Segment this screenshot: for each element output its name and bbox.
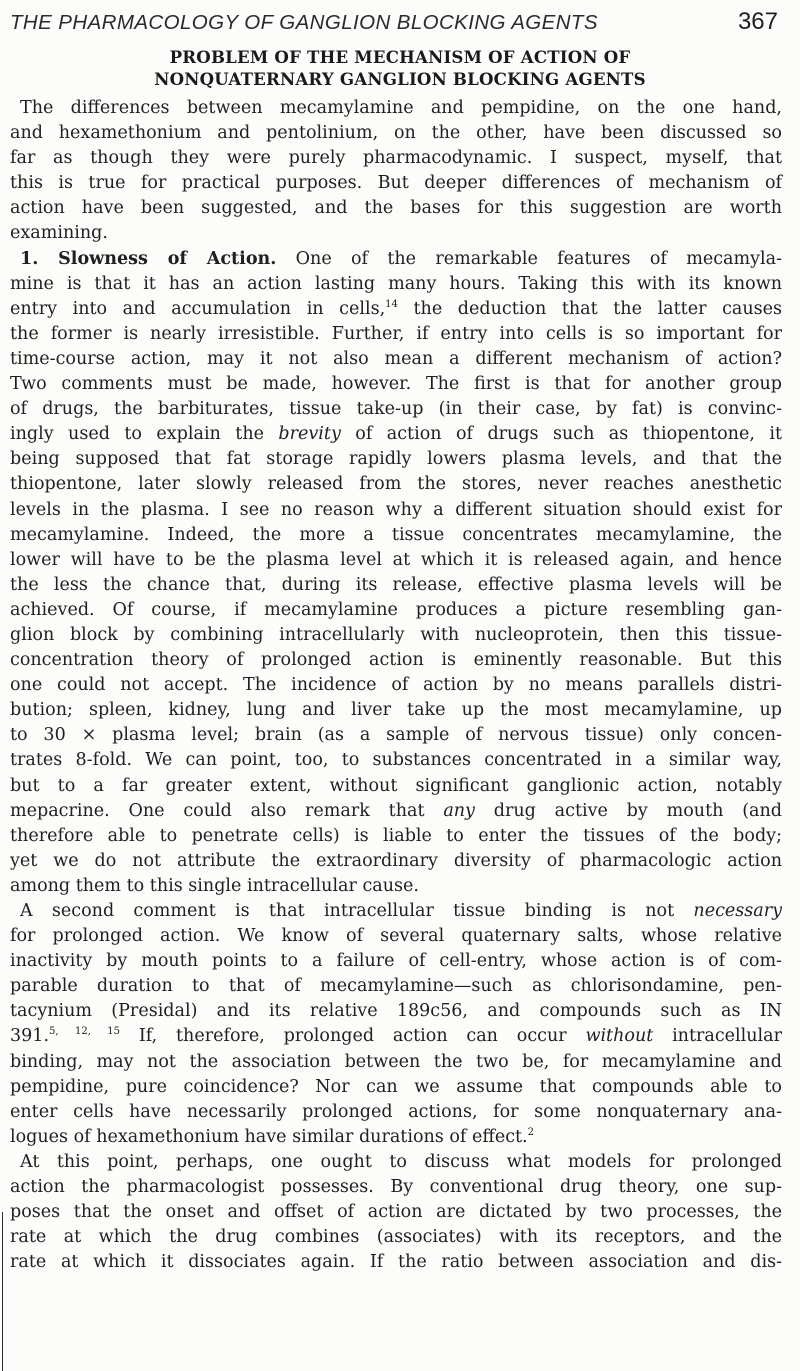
text-line: thiopentone, later slowly released from the stores, never reaches anesthetic (10, 474, 782, 495)
section-heading-line-1: PROBLEM OF THE MECHANISM OF ACTION OF (169, 47, 631, 67)
text-line: far as though they were purely pharmacodynamic. I suspect, myself, that (10, 148, 782, 169)
emphasis: necessary (693, 901, 782, 921)
text-line: glion block by combining intracellularly with nucleoprotein, then this tissue- (10, 624, 782, 645)
text-line: the less the chance that, during its release, effective plasma levels will be (10, 574, 782, 595)
text-line: logues of hexamethonium have similar durations of effect.$^2$ (10, 1126, 535, 1147)
text-line: being supposed that fat storage rapidly lowers plasma levels, and that the (10, 449, 782, 470)
text-line: bution; spleen, kidney, lung and liver take up the most mecamylamine, up (10, 700, 782, 721)
text-line: mine is that it has an action lasting many hours. Taking this with its known (10, 273, 782, 294)
text-line: parable duration to that of mecamylamine—such as chlorisondamine, pen- (10, 976, 782, 997)
text-line: one could not accept. The incidence of action by no means parallels distri- (10, 675, 782, 696)
emphasis: brevity (278, 424, 341, 445)
text-line: lower will have to be the plasma level at which it is released again, and hence (10, 549, 782, 570)
citation-superscript: 2 (527, 1126, 535, 1138)
text-line: 391.$^{5, 12, 15}$ If, therefore, prolonged action can occur without intracellular (10, 1026, 782, 1047)
text-line: The differences between mecamylamine and pempidine, on the one hand, (20, 98, 782, 118)
emphasis: without (585, 1026, 654, 1047)
text-line: concentration theory of prolonged action is eminently reasonable. But this (10, 650, 782, 671)
text-line: this is true for practical purposes. But deeper differences of mechanism of (10, 173, 782, 194)
text-line: At this point, perhaps, one ought to discuss what models for prolonged (20, 1151, 782, 1172)
body-text (10, 96, 782, 1275)
text-line: levels in the plasma. I see no reason why a different situation should exist for (10, 499, 782, 520)
section-heading-line-2: NONQUATERNARY GANGLION BLOCKING AGENTS (154, 69, 646, 89)
text-line: rate at which it dissociates again. If the ratio between association and dis- (10, 1252, 782, 1273)
text-line: Two comments must be made, however. The first is that for another group (10, 374, 782, 395)
text-line: yet we do not attribute the extraordinary diversity of pharmacologic action (10, 850, 782, 871)
text-line: action the pharmacologist possesses. By conventional drug theory, one sup- (10, 1177, 782, 1198)
text-line: the former is nearly irresistible. Further, if entry into cells is so important for (10, 323, 782, 344)
text-line: among them to this single intracellular cause. (10, 875, 419, 896)
text-line: of drugs, the barbiturates, tissue take-up (in their case, by fat) is convinc- (10, 399, 782, 420)
text-line: mepacrine. One could also remark that any drug active by mouth (and (10, 800, 783, 821)
text-line: poses that the onset and offset of action are dictated by two processes, the (10, 1202, 782, 1223)
text-line: to 30 × plasma level; brain (as a sample of nervous tissue) only concen- (10, 725, 782, 746)
text-line: tacynium (Presidal) and its relative 189c56, and compounds such as IN (10, 1001, 782, 1022)
section-heading (40, 46, 760, 90)
text-line: rate at which the drug combines (associates) with its receptors, and the (10, 1227, 782, 1248)
text-line: pempidine, pure coincidence? Nor can we assume that compounds able to (10, 1076, 782, 1097)
text-line: achieved. Of course, if mecamylamine produces a picture resembling gan- (10, 599, 782, 620)
text-line: examining. (10, 223, 108, 244)
running-title: THE PHARMACOLOGY OF GANGLION BLOCKING AGENTS (10, 11, 598, 34)
margin-rule (2, 1212, 3, 1371)
page-number: 367 (737, 8, 778, 35)
text-line: and hexamethonium and pentolinium, on the other, have been discussed so (10, 123, 782, 144)
text-line: for prolonged action. We know of several quaternary salts, whose relative (10, 926, 782, 947)
text-line: but to a far greater extent, without significant ganglionic action, notably (10, 775, 782, 796)
emphasis: any (443, 800, 475, 821)
text-line: 1. Slowness of Action. One of the remarkable features of mecamyla- (20, 248, 782, 269)
citation-superscript: 5, 12, 15 (49, 1026, 121, 1038)
text-line: action have been suggested, and the bases for this suggestion are worth (10, 198, 782, 219)
running-head (10, 8, 778, 34)
text-line: mecamylamine. Indeed, the more a tissue concentrates mecamylamine, the (10, 524, 782, 545)
text-line: A second comment is that intracellular tissue binding is not necessary (20, 901, 782, 921)
text-line: entry into and accumulation in cells,$^{14}$ the deduction that the latter causes (10, 298, 782, 319)
text-line: therefore able to penetrate cells) is liable to enter the tissues of the body; (10, 825, 782, 846)
text-line: trates 8-fold. We can point, too, to substances concentrated in a similar way, (10, 750, 782, 771)
subsection-heading: 1. Slowness of Action. (20, 248, 277, 269)
text-line: time-course action, may it not also mean a different mechanism of action? (10, 348, 782, 369)
text-line: enter cells have necessarily prolonged actions, for some nonquaternary ana- (10, 1101, 782, 1122)
text-line: inactivity by mouth points to a failure of cell-entry, whose action is of com- (10, 951, 782, 972)
text-line: ingly used to explain the brevity of action of drugs such as thiopentone, it (10, 424, 782, 445)
citation-superscript: 14 (385, 298, 398, 310)
text-line: binding, may not the association between the two be, for mecamylamine and (10, 1051, 782, 1072)
